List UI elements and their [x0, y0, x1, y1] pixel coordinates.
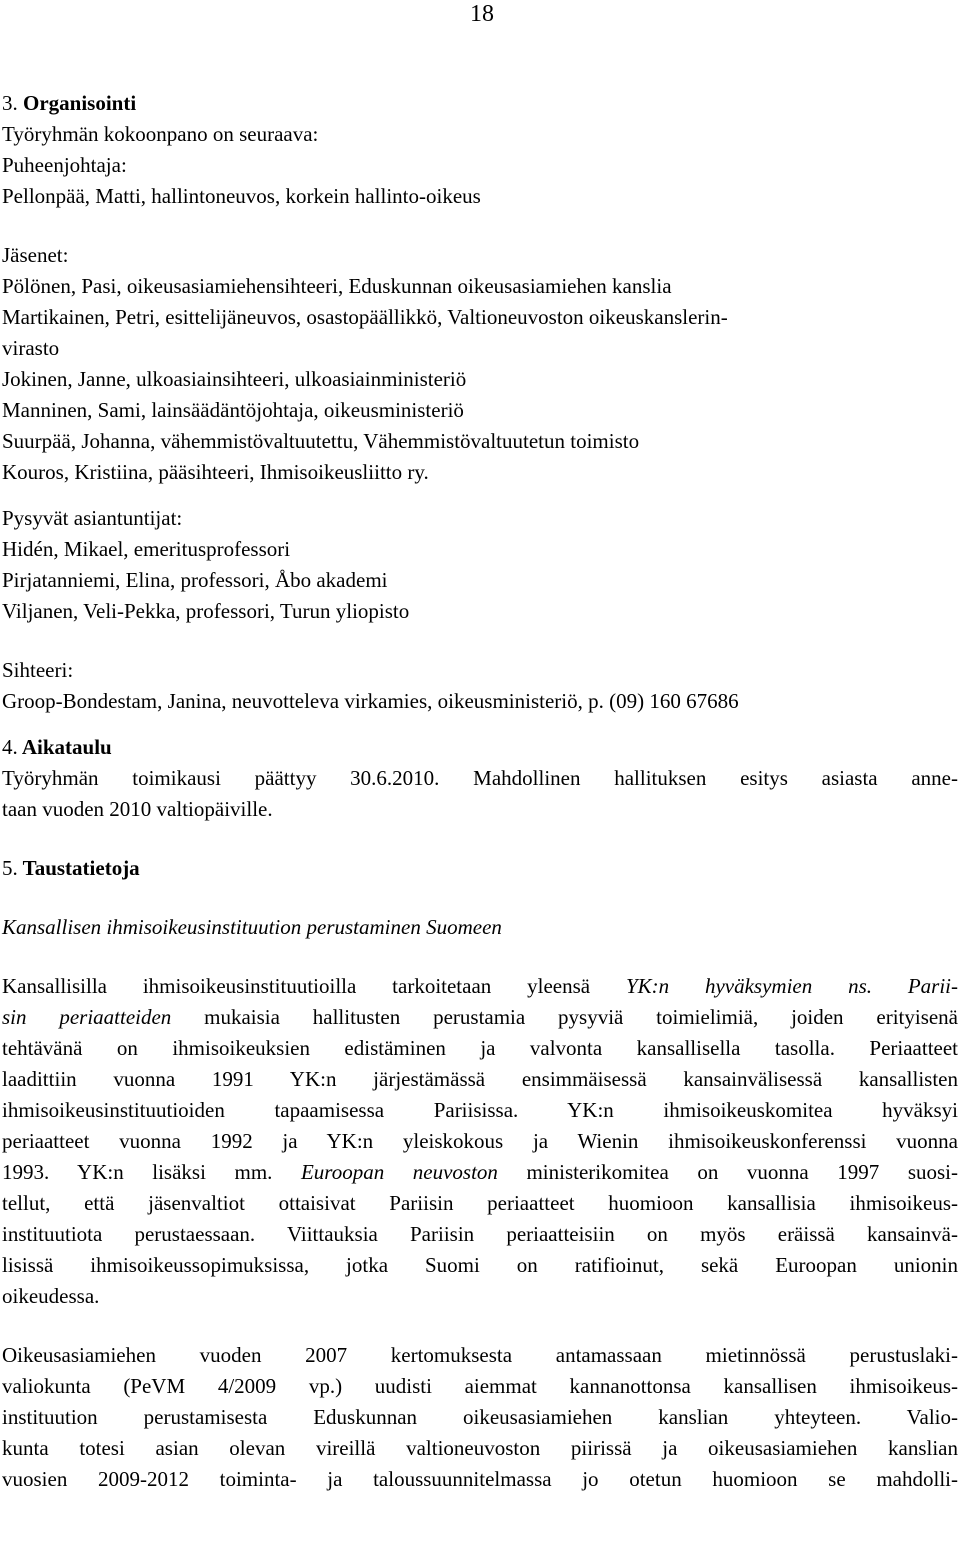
- section-5-heading: [2, 853, 958, 884]
- paragraph-line: vuosien 2009-2012 toiminta- ja taloussuunnitelmassa jo otetun huomioon se mahdolli-: [2, 1467, 958, 1491]
- background-paragraph-1: [2, 971, 958, 1312]
- text-run: 1993. YK:n lisäksi mm.: [2, 1160, 301, 1184]
- paragraph-line: valiokunta (PeVM 4/2009 vp.) uudisti aiemmat kannanottonsa kansallisen ihmisoikeus-: [2, 1374, 958, 1398]
- schedule-paragraph: [2, 763, 958, 825]
- paragraph-line: periaatteet vuonna 1992 ja YK:n yleiskokous ja Wienin ihmisoikeuskonferenssi vuonna: [2, 1129, 958, 1153]
- paragraph-line: kunta totesi asian olevan vireillä valtioneuvoston piirissä ja oikeusasiamiehen kanslian: [2, 1436, 958, 1460]
- secretary-entry: Groop-Bondestam, Janina, neuvotteleva virkamies, oikeusministeriö, p. (09) 160 67686: [2, 689, 739, 713]
- page-number: 18: [470, 1, 494, 27]
- expert-entry: Viljanen, Veli-Pekka, professori, Turun yliopisto: [2, 599, 410, 623]
- paragraph-line: [2, 1002, 958, 1033]
- background-paragraph-2: [2, 1340, 958, 1495]
- paragraph-line: lisissä ihmisoikeussopimuksissa, jotka Suomi on ratifioinut, sekä Euroopan unionin: [2, 1253, 958, 1277]
- paragraph-line: ihmisoikeusinstituutioiden tapaamisessa Pariisissa. YK:n ihmisoikeuskomitea hyväksyi: [2, 1098, 958, 1122]
- secretary-label: Sihteeri:: [2, 658, 74, 682]
- section-3-heading: [2, 88, 958, 119]
- member-entry: Jokinen, Janne, ulkoasiainsihteeri, ulkoasiainministeriö: [2, 367, 467, 391]
- paragraph-line: [2, 971, 958, 1002]
- chair-entry: Pellonpää, Matti, hallintoneuvos, korkein hallinto-oikeus: [2, 184, 481, 208]
- italic-run: YK:n hyväksymien ns. Parii-: [625, 974, 958, 998]
- member-entry: Kouros, Kristiina, pääsihteeri, Ihmisoikeusliitto ry.: [2, 460, 429, 484]
- paragraph-line: tehtävänä on ihmisoikeuksien edistäminen ja valvonta kansallisella tasolla. Periaatteet: [2, 1036, 958, 1060]
- expert-entry: Hidén, Mikael, emeritusprofessori: [2, 537, 291, 561]
- members-label: Jäsenet:: [2, 243, 69, 267]
- section-3-title: Organisointi: [23, 91, 137, 115]
- member-entry: Martikainen, Petri, esittelijäneuvos, osastopäällikkö, Valtioneuvoston oikeuskanslerin-: [2, 305, 728, 329]
- paragraph-line: tellut, että jäsenvaltiot ottaisivat Pariisin periaatteet huomioon kansallisia ihmisoikeus-: [2, 1191, 958, 1215]
- member-entry: Pölönen, Pasi, oikeusasiamiehensihteeri, Eduskunnan oikeusasiamiehen kanslia: [2, 274, 672, 298]
- text-run: Kansallisilla ihmisoikeusinstituutioilla tarkoitetaan yleensä: [2, 974, 626, 998]
- member-entry: Suurpää, Johanna, vähemmistövaltuutettu, Vähemmistövaltuutetun toimisto: [2, 429, 640, 453]
- paragraph-line: instituutiota perustaessaan. Viittauksia Pariisin periaatteisiin on myös eräissä kansainvä-: [2, 1222, 958, 1246]
- section-5-number: 5.: [2, 856, 18, 880]
- text-run: mukaisia hallitusten perustamia pysyviä toimielimiä, joiden erityisenä: [171, 1005, 959, 1029]
- paragraph-line: [2, 1157, 958, 1188]
- italic-run: Euroopan neuvoston: [300, 1160, 498, 1184]
- paragraph-line: instituution perustamisesta Eduskunnan oikeusasiamiehen kanslian yhteyteen. Valio-: [2, 1405, 958, 1429]
- chair-label: Puheenjohtaja:: [2, 153, 127, 177]
- section-3-number: 3.: [2, 91, 18, 115]
- member-entry: Manninen, Sami, lainsäädäntöjohtaja, oikeusministeriö: [2, 398, 464, 422]
- paragraph-line: Työryhmän toimikausi päättyy 30.6.2010. Mahdollinen hallituksen esitys asiasta anne-: [2, 766, 958, 790]
- composition-intro: Työryhmän kokoonpano on seuraava:: [2, 122, 319, 146]
- section-4-heading: [2, 732, 958, 763]
- paragraph-line: laadittiin vuonna 1991 YK:n järjestämässä ensimmäisessä kansainvälisessä kansallisten: [2, 1067, 958, 1091]
- document-body: [2, 88, 958, 1495]
- italic-run: sin periaatteiden: [2, 1005, 172, 1029]
- subsection-title: Kansallisen ihmisoikeusinstituution perustaminen Suomeen: [2, 915, 502, 939]
- expert-entry: Pirjatanniemi, Elina, professori, Åbo akademi: [2, 568, 388, 592]
- member-entry: virasto: [2, 336, 60, 360]
- paragraph-line: taan vuoden 2010 valtiopäiville.: [2, 797, 273, 821]
- paragraph-line: oikeudessa.: [2, 1284, 100, 1308]
- text-run: ministerikomitea on vuonna 1997 suosi-: [497, 1160, 958, 1184]
- section-4-number: 4.: [2, 735, 18, 759]
- section-4-title: Aikataulu: [21, 735, 112, 759]
- section-5-title: Taustatietoja: [22, 856, 140, 880]
- experts-label: Pysyvät asiantuntijat:: [2, 506, 183, 530]
- paragraph-line: Oikeusasiamiehen vuoden 2007 kertomuksesta antamassaan mietinnössä perustuslaki-: [2, 1343, 958, 1367]
